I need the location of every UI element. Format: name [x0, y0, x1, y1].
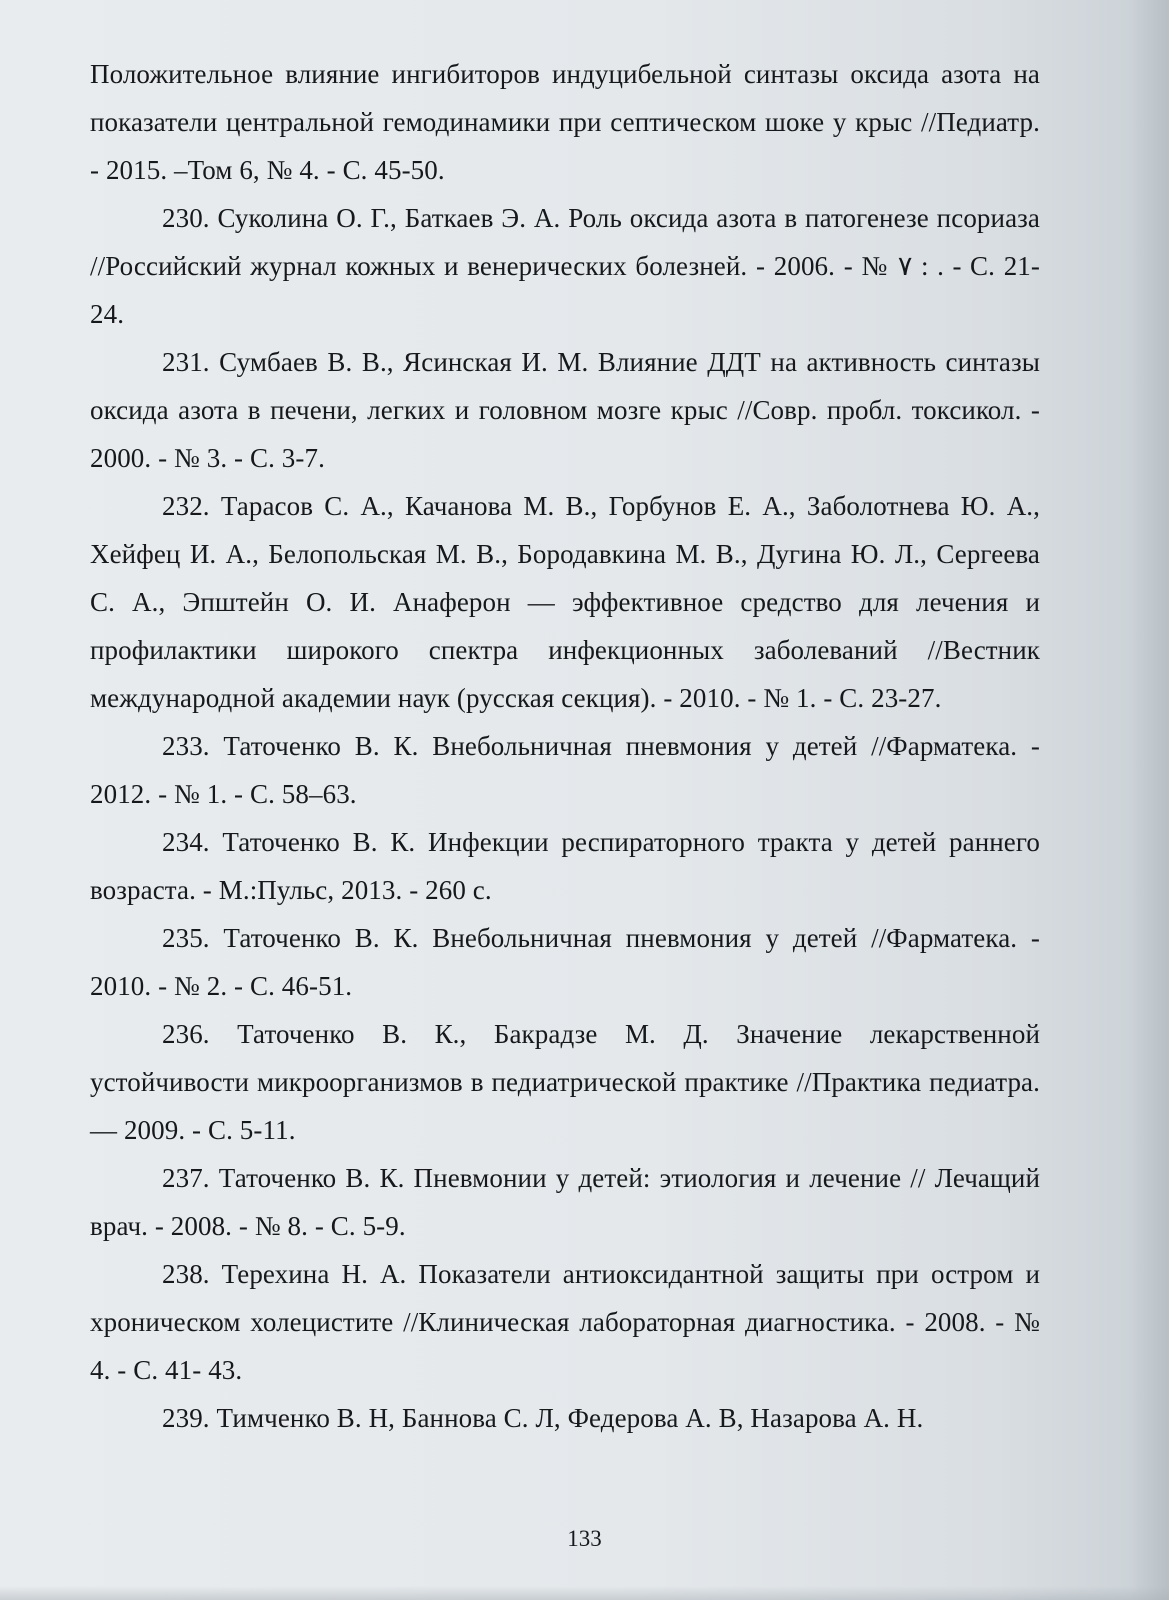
reference-continuation: Положительное влияние ингибиторов индуцибельной синтазы оксида азота на показатели центральной гемодинамики при септическом шоке у крыс //Педиатр. - 2015. –Том 6, № 4. - С. 45-50. [90, 59, 1040, 185]
reference-item-231: 231. Сумбаев В. В., Ясинская И. М. Влияние ДДТ на активность синтазы оксида азота в печени, легких и головном мозге крыс //Совр. пробл. токсикол. - 2000. - № 3. - С. 3-7. [90, 347, 1040, 473]
reference-item-237: 237. Таточенко В. К. Пневмонии у детей: этиология и лечение // Лечащий врач. - 2008. - № 8. - С. 5-9. [90, 1163, 1040, 1241]
reference-item-232: 232. Тарасов С. А., Качанова М. В., Горбунов Е. А., Заболотнева Ю. А., Хейфец И. А., Белопольская М. В., Бородавкина М. В., Дугина Ю. Л., Сергеева С. А., Эпштейн О. И. Анаферон — эффективное средство для лечения и профилактики широкого спектра инфекционных заболеваний //Вестник международной академии наук (русская секция). - 2010. - № 1. - С. 23-27. [90, 491, 1040, 713]
page-edge-shadow [1129, 0, 1169, 1600]
page-number: 133 [567, 1526, 602, 1551]
reference-item-238: 238. Терехина Н. А. Показатели антиоксидантной защиты при остром и хроническом холецистите //Клиническая лабораторная диагностика. - 2008. - № 4. - С. 41- 43. [90, 1259, 1040, 1385]
reference-item-234: 234. Таточенко В. К. Инфекции респираторного тракта у детей раннего возраста. - М.:Пульс, 2013. - 260 с. [90, 827, 1040, 905]
reference-item-235: 235. Таточенко В. К. Внебольничная пневмония у детей //Фарматека. - 2010. - № 2. - С. 46-51. [90, 923, 1040, 1001]
reference-item-233: 233. Таточенко В. К. Внебольничная пневмония у детей //Фарматека. - 2012. - № 1. - С. 58–63. [90, 731, 1040, 809]
reference-item-236: 236. Таточенко В. К., Бакрадзе М. Д. Значение лекарственной устойчивости микроорганизмов в педиатрической практике //Практика педиатра. — 2009. - С. 5-11. [90, 1019, 1040, 1145]
reference-item-230: 230. Суколина О. Г., Баткаев Э. А. Роль оксида азота в патогенезе псориаза //Российский журнал кожных и венерических болезней. - 2006. - № ٧ : . - С. 21-24. [90, 203, 1040, 329]
reference-item-239: 239. Тимченко В. Н, Баннова С. Л, Федерова А. В, Назарова А. Н. [162, 1403, 924, 1433]
reference-list [90, 50, 1040, 1442]
page-bottom-edge [0, 1586, 1169, 1600]
